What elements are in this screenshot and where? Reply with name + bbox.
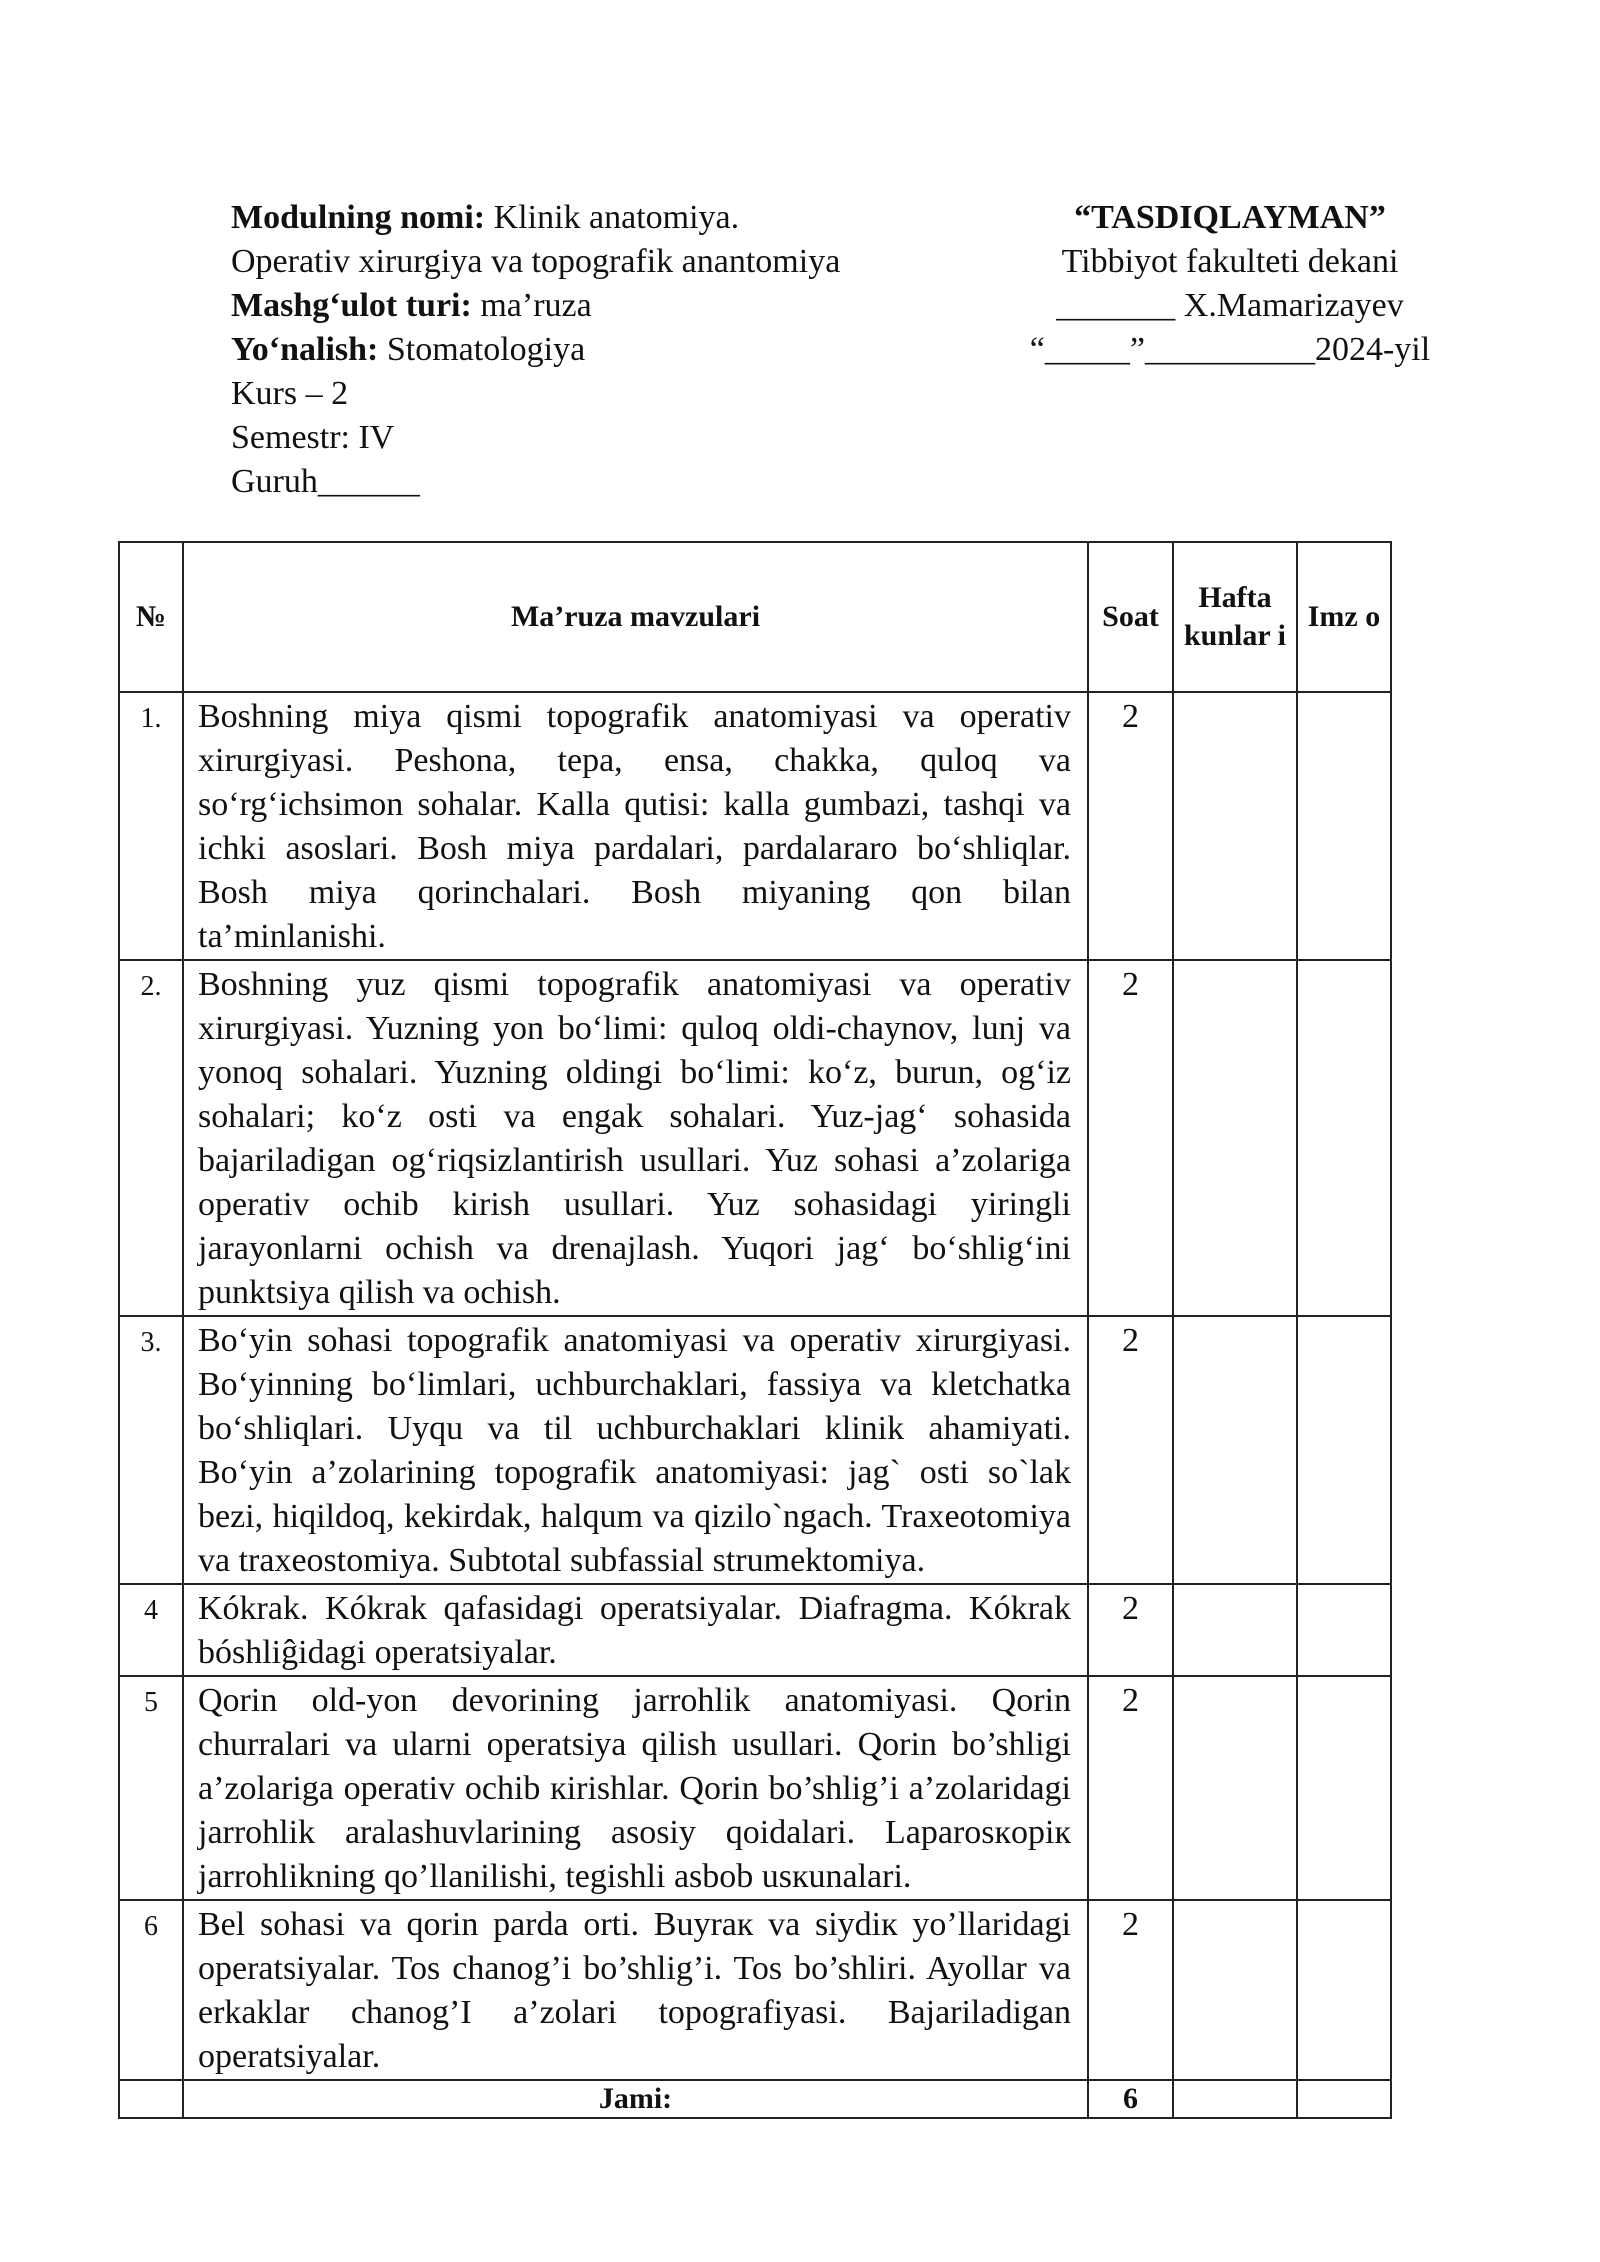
row-sign-cell xyxy=(1297,1900,1391,2080)
row-hours: 2 xyxy=(1088,1900,1173,2080)
row-sign-cell xyxy=(1297,692,1391,960)
row-hours: 2 xyxy=(1088,692,1173,960)
total-week-cell xyxy=(1173,2080,1297,2118)
header-hours: Soat xyxy=(1088,542,1173,692)
row-topic: Qorin old-yon devorining jarrohlik anatomiyasi. Qorin churralari va ularni operatsiya qilish usullari. Qorin bo’shligi a’zolariga operativ ochib кirishlar. Qorin bo’shlig’i a’zolaridagi jarrohlik aralashuvlarining asosiy qoidalari. Laparosкopiк jarrohlikning qo’llanilishi, tegishli asbob usкunalari. xyxy=(183,1676,1088,1900)
header-sign: Imz o xyxy=(1297,542,1391,692)
row-hours: 2 xyxy=(1088,1584,1173,1676)
session-type-line xyxy=(231,284,971,328)
table-row xyxy=(119,960,1391,1316)
course-line: Kurs – 2 xyxy=(231,375,349,412)
session-type-value: ma’ruza xyxy=(471,287,592,324)
row-week-cell xyxy=(1173,1584,1297,1676)
row-hours: 2 xyxy=(1088,1676,1173,1900)
approval-date: “_____”__________2024-yil xyxy=(1029,331,1431,368)
row-number: 4 xyxy=(119,1584,183,1676)
total-label: Jami: xyxy=(183,2080,1088,2118)
direction-value: Stomatologiya xyxy=(378,331,586,368)
total-sign-cell xyxy=(1297,2080,1391,2118)
table-row xyxy=(119,1316,1391,1584)
direction-line xyxy=(231,328,971,372)
approver-position: Tibbiyot fakulteti dekani xyxy=(1061,243,1399,280)
lecture-plan-table xyxy=(118,541,1392,2119)
total-row xyxy=(119,2080,1391,2118)
row-hours: 2 xyxy=(1088,960,1173,1316)
header-no: № xyxy=(119,542,183,692)
group-line: Guruh______ xyxy=(231,463,420,500)
table-header-row xyxy=(119,542,1391,692)
table-row xyxy=(119,1584,1391,1676)
row-week-cell xyxy=(1173,1900,1297,2080)
table-row xyxy=(119,1676,1391,1900)
row-topic: Boshning miya qismi topografik anatomiyasi va operativ xirurgiyasi. Peshona, tepa, ensa, chakka, quloq va so‘rg‘ichsimon sohalar. Kalla qutisi: kalla gumbazi, tashqi va ichki asoslari. Bosh miya pardalari, pardalararo bo‘shliqlar. Bosh miya qorinchalari. Bosh miyaning qon bilan ta’minlanishi. xyxy=(183,692,1088,960)
row-topic: Bel sohasi va qorin parda orti. Buyraк va siydiк yo’llaridagi operatsiyalar. Tos chanog’i bo’shlig’i. Tos bo’shliri. Ayollar va erkaklar chanog’I a’zolari topografiyasi. Bajariladigan operatsiyalar. xyxy=(183,1900,1088,2080)
row-week-cell xyxy=(1173,960,1297,1316)
row-number: 6 xyxy=(119,1900,183,2080)
module-name-line2: Operativ xirurgiya va topografik anantomiya xyxy=(231,243,841,280)
row-sign-cell xyxy=(1297,1676,1391,1900)
module-name-label: Modulning nomi: xyxy=(231,199,486,236)
table-row xyxy=(119,692,1391,960)
module-info xyxy=(231,196,971,504)
module-name-value: Klinik anatomiya. xyxy=(485,199,740,236)
approval-block xyxy=(980,196,1480,372)
row-week-cell xyxy=(1173,692,1297,960)
row-topic: Boshning yuz qismi topografik anatomiyasi va operativ xirurgiyasi. Yuzning yon bo‘limi: quloq oldi-chaynov, lunj va yonoq sohalari. Yuzning oldingi bo‘limi: ko‘z, burun, og‘iz sohalari; ko‘z osti va engak sohalari. Yuz-jag‘ sohasida bajariladigan og‘riqsizlantirish usullari. Yuz sohasi a’zolariga operativ ochib kirish usullari. Yuz sohasidagi yiringli jarayonlarni ochish va drenajlash. Yuqori jag‘ bo‘shlig‘ini punktsiya qilish va ochish. xyxy=(183,960,1088,1316)
row-number: 5 xyxy=(119,1676,183,1900)
row-number: 3. xyxy=(119,1316,183,1584)
header-topic: Ma’ruza mavzulari xyxy=(183,542,1088,692)
row-number: 1. xyxy=(119,692,183,960)
row-hours: 2 xyxy=(1088,1316,1173,1584)
row-number: 2. xyxy=(119,960,183,1316)
session-type-label: Mashg‘ulot turi: xyxy=(231,287,472,324)
row-week-cell xyxy=(1173,1676,1297,1900)
row-sign-cell xyxy=(1297,1316,1391,1584)
module-name-line xyxy=(231,196,971,240)
total-hours: 6 xyxy=(1088,2080,1173,2118)
direction-label: Yo‘nalish: xyxy=(231,331,379,368)
row-week-cell xyxy=(1173,1316,1297,1584)
approver-signature: _______ X.Mamarizayev xyxy=(1056,287,1404,324)
header-week: Hafta kunlar i xyxy=(1173,542,1297,692)
table-row xyxy=(119,1900,1391,2080)
total-blank-cell xyxy=(119,2080,183,2118)
row-topic: Kókrak. Kókrak qafasidagi operatsiyalar. Diafragma. Kókrak bóshliĝidagi operatsiyalar. xyxy=(183,1584,1088,1676)
approval-title: “TASDIQLAYMAN” xyxy=(1074,199,1386,236)
row-topic: Bo‘yin sohasi topografik anatomiyasi va operativ xirurgiyasi. Bo‘yinning bo‘limlari, uchburchaklari, fassiya va kletchatka bo‘shliqlari. Uyqu va til uchburchaklari klinik ahamiyati. Bo‘yin a’zolarining topografik anatomiyasi: jag` osti so`lak bezi, hiqildoq, kekirdak, halqum va qizilo`ngach. Traxeotomiya va traxeostomiya. Subtotal subfassial strumektomiya. xyxy=(183,1316,1088,1584)
row-sign-cell xyxy=(1297,960,1391,1316)
semester-line: Semestr: IV xyxy=(231,419,395,456)
row-sign-cell xyxy=(1297,1584,1391,1676)
